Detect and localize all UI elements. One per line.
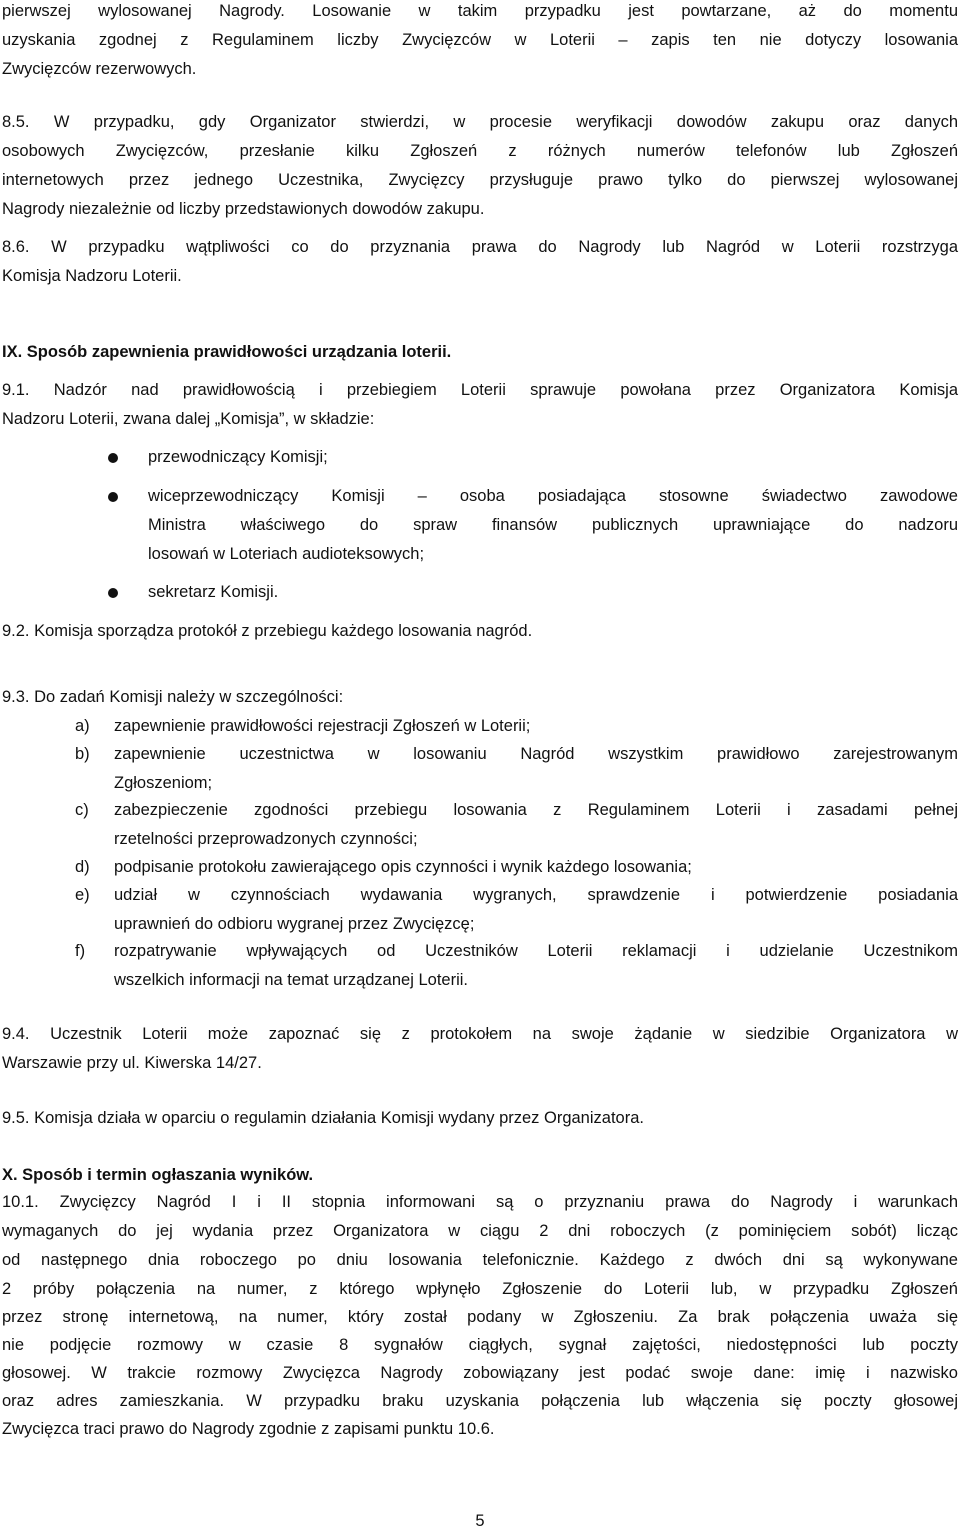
- paragraph-9-1-line: 9.1. Nadzór nad prawidłowością i przebiegiem Loterii sprawuje powołana przez Organizatora Komisja: [2, 381, 958, 399]
- list-item-label: f): [75, 942, 86, 960]
- paragraph-9-5: 9.5. Komisja działa w oparciu o regulamin działania Komisji wydany przez Organizatora.: [2, 1109, 644, 1127]
- list-item: udział w czynnościach wydawania wygranych, sprawdzenie i potwierdzenie posiadania: [114, 886, 958, 904]
- paragraph-9-4-line: Warszawie przy ul. Kiwerska 14/27.: [2, 1054, 262, 1072]
- paragraph-10-1-line: nie podjęcie rozmowy w czasie 8 sygnałów ciągłych, sygnał zajętości, niedostępności lub poczty: [2, 1336, 958, 1354]
- paragraph-10-1-line: wymaganych do jej wydania przez Organizatora w ciągu 2 dni roboczych (z pominięciem sobót) licząc: [2, 1222, 958, 1240]
- list-item-label: b): [75, 745, 90, 763]
- paragraph-10-1-line: 2 próby połączenia na numer, z którego wpłynęło Zgłoszenie do Loterii lub, w przypadku Zgłoszeń: [2, 1280, 958, 1298]
- paragraph-8-5-line: 8.5. W przypadku, gdy Organizator stwierdzi, w procesie weryfikacji dowodów zakupu oraz danych: [2, 113, 958, 131]
- list-item: rozpatrywanie wpływających od Uczestników Loterii reklamacji i udzielanie Uczestnikom: [114, 942, 958, 960]
- paragraph-9-2: 9.2. Komisja sporządza protokół z przebiegu każdego losowania nagród.: [2, 622, 533, 640]
- list-item: podpisanie protokołu zawierającego opis czynności i wynik każdego losowania;: [114, 858, 692, 876]
- paragraph-9-4-line: 9.4. Uczestnik Loterii może zapoznać się z protokołem na swoje żądanie w siedzibie Organizatora w: [2, 1025, 958, 1043]
- bullet-icon: [108, 492, 118, 502]
- list-item: zapewnienie uczestnictwa w losowaniu Nagród wszystkim prawidłowo zarejestrowanym: [114, 745, 958, 763]
- commission-member: wiceprzewodniczący Komisji – osoba posiadająca stosowne świadectwo zawodowe: [148, 487, 958, 505]
- paragraph-8-5-line: internetowych przez jednego Uczestnika, Zwycięzcy przysługuje prawo tylko do pierwszej wylosowanej: [2, 171, 958, 189]
- commission-member: sekretarz Komisji.: [148, 583, 279, 601]
- bullet-icon: [108, 453, 118, 463]
- paragraph-10-1-line: głosowej. W trakcie rozmowy Zwycięzca Nagrody zobowiązany jest podać swoje dane: imię i nazwisko: [2, 1364, 958, 1382]
- paragraph-9-3: 9.3. Do zadań Komisji należy w szczególności:: [2, 688, 344, 706]
- paragraph-8-5-line: osobowych Zwycięzców, przesłanie kilku Zgłoszeń z różnych numerów telefonów lub Zgłoszeń: [2, 142, 958, 160]
- list-item: rzetelności przeprowadzonych czynności;: [114, 830, 418, 848]
- commission-member: Ministra właściwego do spraw finansów publicznych uprawniające do nadzoru: [148, 516, 958, 534]
- list-item: Zgłoszeniom;: [114, 774, 213, 792]
- bullet-icon: [108, 588, 118, 598]
- paragraph-10-1-line: Zwycięzca traci prawo do Nagrody zgodnie z zapisami punktu 10.6.: [2, 1420, 495, 1438]
- paragraph-line: Zwycięzców rezerwowych.: [2, 60, 197, 78]
- page-number: 5: [475, 1512, 485, 1530]
- paragraph-line: pierwszej wylosowanej Nagrody. Losowanie w takim przypadku jest powtarzane, aż do momentu: [2, 2, 958, 20]
- list-item: uprawnień do odbioru wygranej przez Zwycięzcę;: [114, 915, 475, 933]
- paragraph-8-5-line: Nagrody niezależnie od liczby przedstawionych dowodów zakupu.: [2, 200, 485, 218]
- commission-member: losowań w Loteriach audioteksowych;: [148, 545, 425, 563]
- list-item: zabezpieczenie zgodności przebiegu losowania z Regulaminem Loterii i zasadami pełnej: [114, 801, 958, 819]
- section-heading-ix: IX. Sposób zapewnienia prawidłowości urządzania loterii.: [2, 343, 452, 361]
- list-item: zapewnienie prawidłowości rejestracji Zgłoszeń w Loterii;: [114, 717, 531, 735]
- section-heading-x: X. Sposób i termin ogłaszania wyników.: [2, 1166, 314, 1184]
- commission-member: przewodniczący Komisji;: [148, 448, 328, 466]
- paragraph-10-1-line: oraz adres zamieszkania. W przypadku braku uzyskania połączenia lub włączenia się poczty głosowej: [2, 1392, 958, 1410]
- list-item-label: a): [75, 717, 90, 735]
- paragraph-10-1-line: od następnego dnia roboczego po dniu losowania telefonicznie. Każdego z dwóch dni są wykonywane: [2, 1251, 958, 1269]
- paragraph-10-1-line: 10.1. Zwycięzcy Nagród I i II stopnia informowani są o przyznaniu prawa do Nagrody i warunkach: [2, 1193, 958, 1211]
- paragraph-line: uzyskania zgodnej z Regulaminem liczby Zwycięzców w Loterii – zapis ten nie dotyczy losowania: [2, 31, 958, 49]
- list-item: wszelkich informacji na temat urządzanej Loterii.: [114, 971, 468, 989]
- paragraph-10-1-line: przez stronę internetową, na numer, który został podany w Zgłoszeniu. Za brak połączenia uważa się: [2, 1308, 958, 1326]
- list-item-label: e): [75, 886, 90, 904]
- paragraph-8-6-line: Komisja Nadzoru Loterii.: [2, 267, 182, 285]
- list-item-label: d): [75, 858, 90, 876]
- paragraph-8-6-line: 8.6. W przypadku wątpliwości co do przyznania prawa do Nagrody lub Nagród w Loterii rozstrzyga: [2, 238, 958, 256]
- paragraph-9-1-line: Nadzoru Loterii, zwana dalej „Komisja”, w składzie:: [2, 410, 375, 428]
- list-item-label: c): [75, 801, 89, 819]
